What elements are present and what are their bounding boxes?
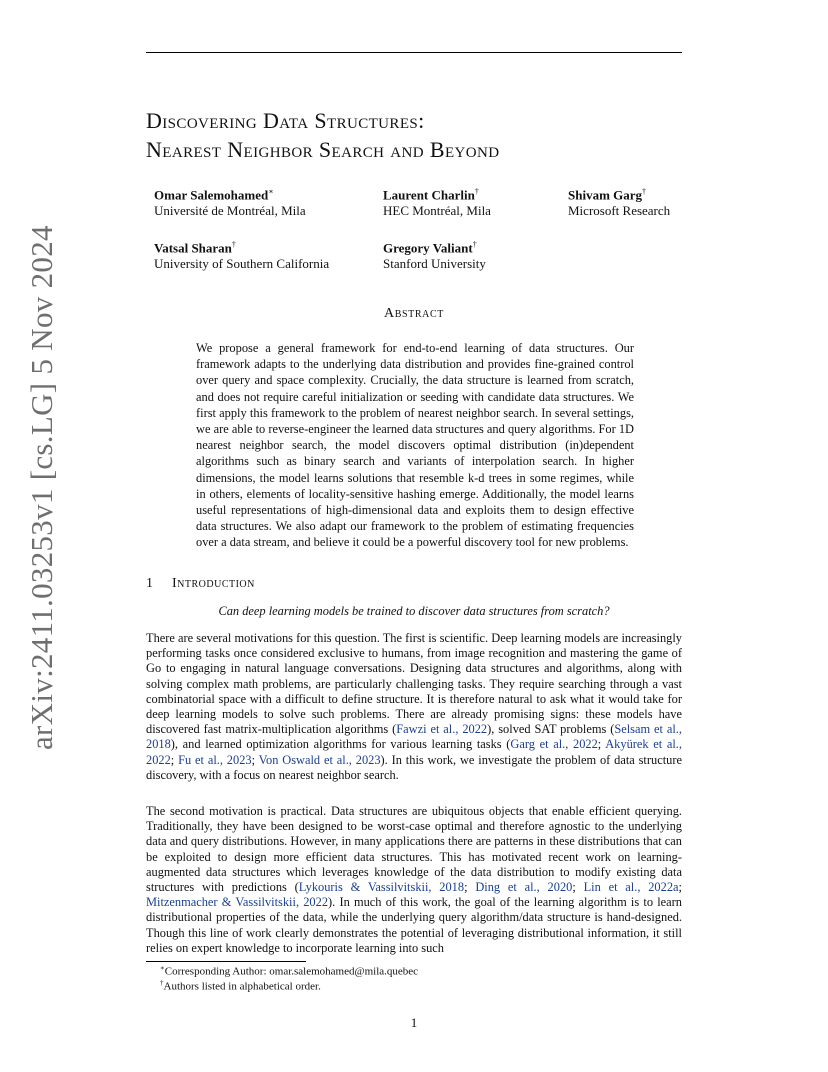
paragraph-text: ), solved SAT problems ( xyxy=(487,722,615,737)
footnote-text: Corresponding Author: omar.salemohamed@mila.quebec xyxy=(164,965,419,978)
author-name: Shivam Garg xyxy=(568,187,643,203)
paragraph-text: The second motivation is practical. Data structures are ubiquitous objects that enable efficient querying. Traditionally, they have been designed to be worst-case optimal and therefore agnostic to the underlying data and query distributions. However, in many applications there are patterns in these distributions that can be exploited to design more efficient data structures. This has motivated recent work on learning-augmented data structures which leverages knowledge of the data distribution to modify existing data structures with predictions ( xyxy=(146,804,682,895)
footnote-2 xyxy=(160,979,321,993)
footnote-mark: ∗ xyxy=(160,964,165,972)
citation-link[interactable]: Garg et al., 2022 xyxy=(510,737,598,752)
citation-link[interactable]: Fu et al., 2023 xyxy=(178,752,252,767)
author-name: Omar Salemohamed xyxy=(154,187,269,203)
author-mark: † xyxy=(642,187,647,196)
author-affiliation: Microsoft Research xyxy=(568,203,671,219)
abstract-text: We propose a general framework for end-to-end learning of data structures. Our framework adapts to the underlying data distribution and provides fine-grained control over query and space complexity. Crucially, the data structure is learned from scratch, and does not require careful initialization or seeding with candidate data structures. We first apply this framework to the problem of nearest neighbor search. In several settings, we are able to reverse-engineer the learned data structures and query algorithms. For 1D nearest neighbor search, the model discovers optimal distribution (in)dependent algorithms such as binary search and variants of interpolation search. In higher dimensions, the model learns solutions that resemble k-d trees in some regimes, while in others, elements of locality-sensitive hashing emerge. Additionally, the model learns useful representations of high-dimensional data and exploits them to design effective data structures. We also adapt our framework to the problem of estimating frequencies over a data stream, and believe it could be a powerful discovery tool for new problems. xyxy=(196,341,634,550)
paragraph-text: ). In this work, we investigate the problem of data structure discovery, with a focus on nearest neighbor search. xyxy=(146,752,682,782)
arxiv-identifier[interactable]: arXiv:2411.03253v1 [cs.LG] 5 Nov 2024 xyxy=(24,225,59,750)
author-mark: ∗ xyxy=(268,187,274,196)
citation-separator: ; xyxy=(464,880,476,895)
citation-separator: ; xyxy=(678,880,682,895)
citation-link[interactable]: Lykouris & Vassilvitskii, 2018 xyxy=(298,880,465,895)
paragraph-text: ). In much of this work, the goal of the learning algorithm is to learn distributional properties of the data, while the underlying query algorithm/data structure is hand-designed. Though this line of work clearly demonstrates the potential of leveraging distributional information, it still relies on expert knowledge to incorporate learning into such xyxy=(146,895,682,955)
footnote-1 xyxy=(160,964,418,978)
author-mark: † xyxy=(474,187,479,196)
footnote-mark: † xyxy=(160,979,164,987)
author-name: Vatsal Sharan xyxy=(154,240,232,256)
citation-link[interactable]: Von Oswald et al., 2023 xyxy=(258,752,381,767)
author-affiliation: Université de Montréal, Mila xyxy=(154,203,306,219)
author-block-1 xyxy=(154,184,306,219)
title-line-1: Discovering Data Structures: xyxy=(146,108,425,133)
paper-title xyxy=(146,106,499,164)
paragraph-text: There are several motivations for this question. The first is scientific. Deep learning models are increasingly performing tasks once considered exclusive to humans, from image recognition and mastering the game of Go to engaging in natural language conversations. Designing data structures and algorithms, along with solving complex math problems, are particularly challenging tasks. They require searching through a vast combinatorial space with a difficult to define structure. It is therefore natural to ask what it would take for deep learning models to solve such problems. There are already promising signs: these models have discovered fast matrix-multiplication algorithms ( xyxy=(146,631,682,737)
intro-paragraph-1 xyxy=(146,631,682,783)
author-affiliation: Stanford University xyxy=(383,256,486,272)
citation-separator: ; xyxy=(170,752,179,767)
author-block-2 xyxy=(383,184,491,219)
citation-link[interactable]: Selsam et al., 2018 xyxy=(146,722,682,752)
section-heading xyxy=(146,576,255,592)
title-line-2: Nearest Neighbor Search and Beyond xyxy=(146,137,500,162)
author-affiliation: University of Southern California xyxy=(154,256,330,272)
abstract-heading: Abstract xyxy=(384,306,444,321)
footnote-text: Authors listed in alphabetical order. xyxy=(163,980,321,993)
research-question: Can deep learning models be trained to discover data structures from scratch? xyxy=(218,604,610,618)
section-title: Introduction xyxy=(172,576,255,591)
citation-link[interactable]: Lin et al., 2022a xyxy=(583,880,679,895)
author-name: Gregory Valiant xyxy=(383,240,473,256)
top-rule xyxy=(146,52,682,53)
author-mark: † xyxy=(231,240,236,249)
citation-separator: ; xyxy=(572,880,584,895)
paragraph-text: ), and learned optimization algorithms for various learning tasks ( xyxy=(170,737,511,752)
intro-paragraph-2 xyxy=(146,804,682,956)
citation-link[interactable]: Akyürek et al., 2022 xyxy=(146,737,682,767)
footnote-rule xyxy=(146,961,306,962)
author-block-4 xyxy=(154,237,329,272)
citation-separator: ; xyxy=(597,737,606,752)
citation-link[interactable]: Ding et al., 2020 xyxy=(475,880,573,895)
citation-link[interactable]: Mitzenmacher & Vassilvitskii, 2022 xyxy=(146,895,329,910)
section-number: 1 xyxy=(146,576,153,591)
author-block-5 xyxy=(383,237,486,272)
citation-link[interactable]: Fawzi et al., 2022 xyxy=(396,722,488,737)
citation-separator: ; xyxy=(251,752,259,767)
author-name: Laurent Charlin xyxy=(383,187,475,203)
author-affiliation: HEC Montréal, Mila xyxy=(383,203,491,219)
author-block-3 xyxy=(568,184,670,219)
author-mark: † xyxy=(472,240,477,249)
page-number: 1 xyxy=(410,1015,418,1030)
